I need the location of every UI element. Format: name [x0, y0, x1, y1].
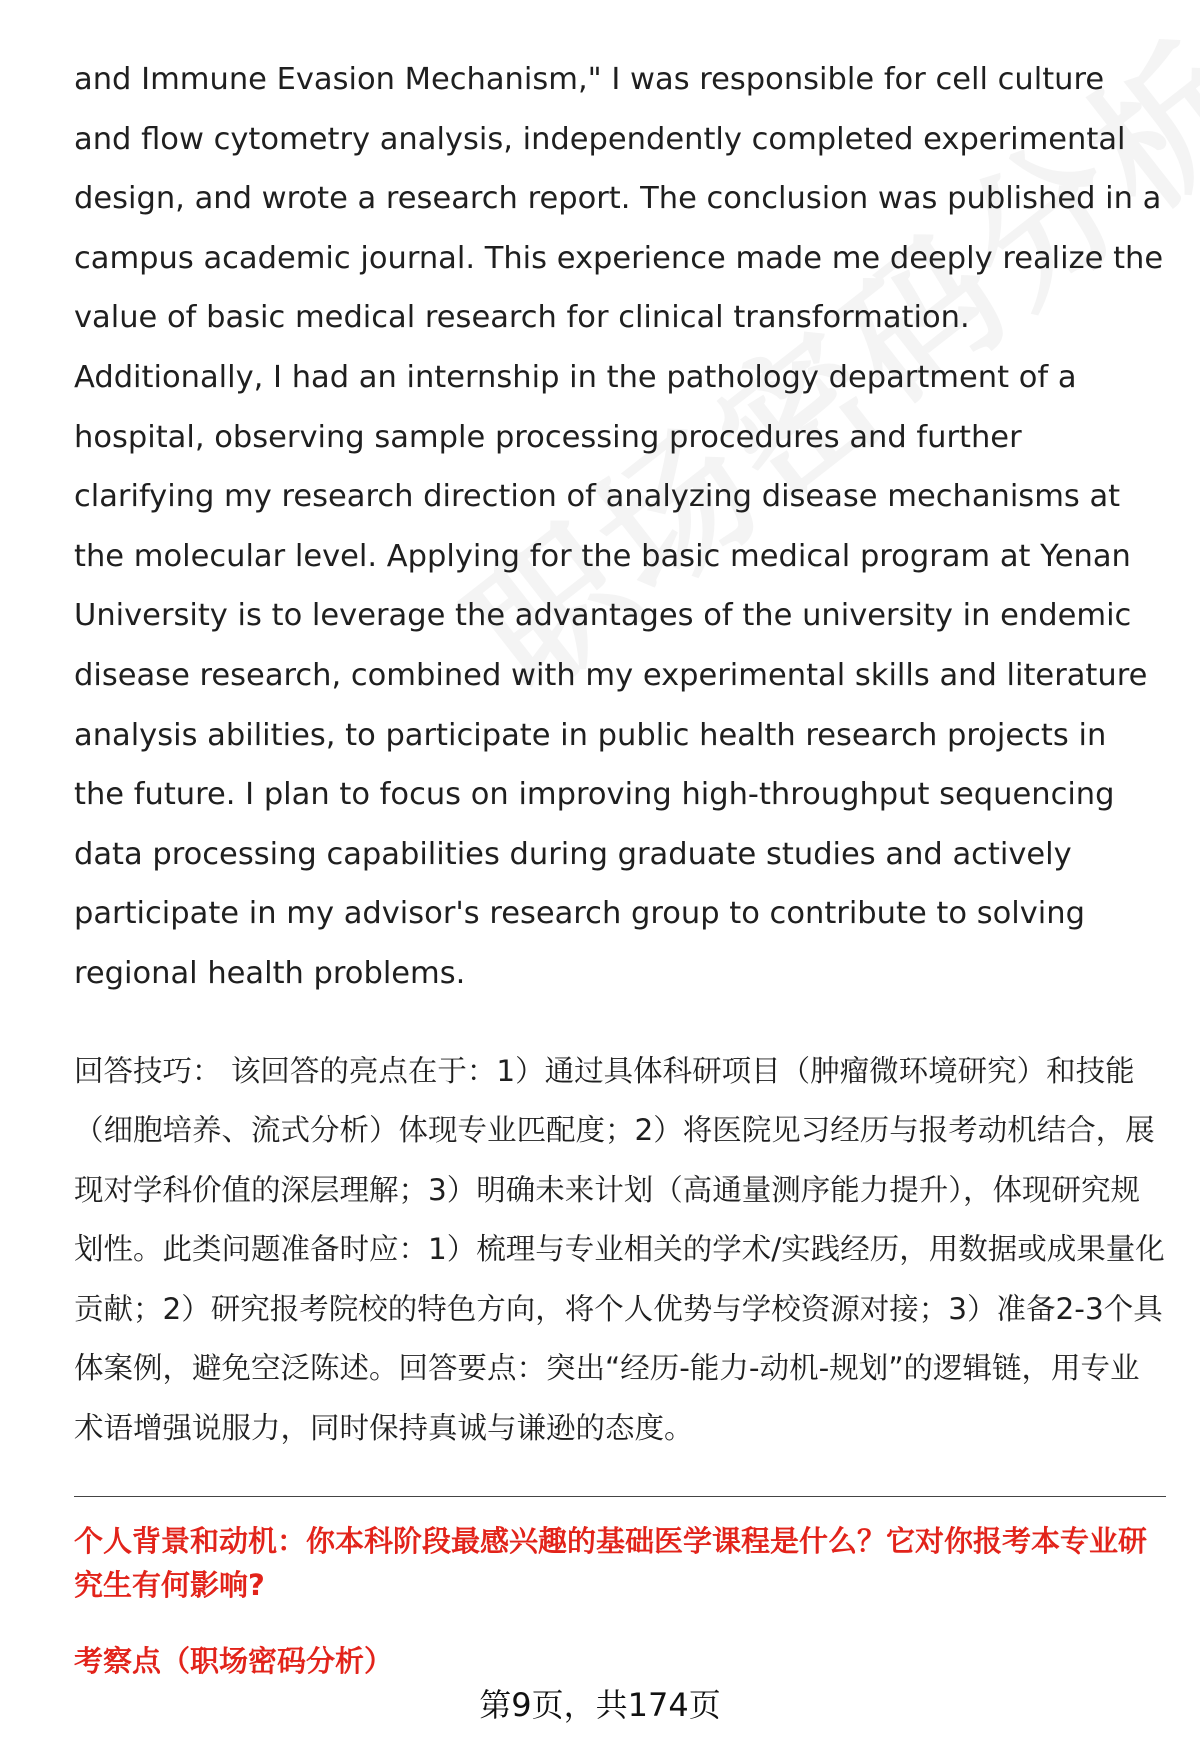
- answer-tips-paragraph: 回答技巧： 该回答的亮点在于：1）通过具体科研项目（肿瘤微环境研究）和技能（细胞培养、流式分析）体现专业匹配度；2）将医院见习经历与报考动机结合，展现对学科价值的深层理解；3）明确未来计划（高通量测序能力提升），体现研究规划性。此类问题准备时应：1）梳理与专业相关的学术/实践经历，用数据或成果量化贡献；2）研究报考院校的特色方向，将个人优势与学校资源对接；3）准备2-3个具体案例，避免空泛陈述。回答要点：突出“经历-能力-动机-规划”的逻辑链，用专业术语增强说服力，同时保持真诚与谦逊的态度。: [74, 1053, 1165, 1445]
- answer-paragraph: and Immune Evasion Mechanism," I was responsible for cell culture and flow cytometry analysis, independently completed experimental design, and wrote a research report. The conclusion was published in a campus academic journal. This experience made me deeply realize the value of basic medical research for clinical transformation. Additionally, I had an internship in the pathology department of a hospital, observing sample processing procedures and further clarifying my research direction of analyzing disease mechanisms at the molecular level. Applying for the basic medical program at Yenan University is to leverage the advantages of the university in endemic disease research, combined with my experimental skills and literature analysis abilities, to participate in public health research projects in the future. I plan to focus on improving high-throughput sequencing data processing capabilities during graduate studies and actively participate in my advisor's research group to contribute to solving regional health problems.: [74, 62, 1164, 991]
- page-number: 第9页，共174页: [479, 1686, 721, 1724]
- assessment-point-heading: 考察点（职场密码分析）: [74, 1644, 394, 1678]
- section-divider: [74, 1496, 1166, 1497]
- page-content: [74, 50, 1166, 1681]
- question-heading: 个人背景和动机：你本科阶段最感兴趣的基础医学课程是什么？它对你报考本专业研究生有何影响?: [74, 1524, 1148, 1602]
